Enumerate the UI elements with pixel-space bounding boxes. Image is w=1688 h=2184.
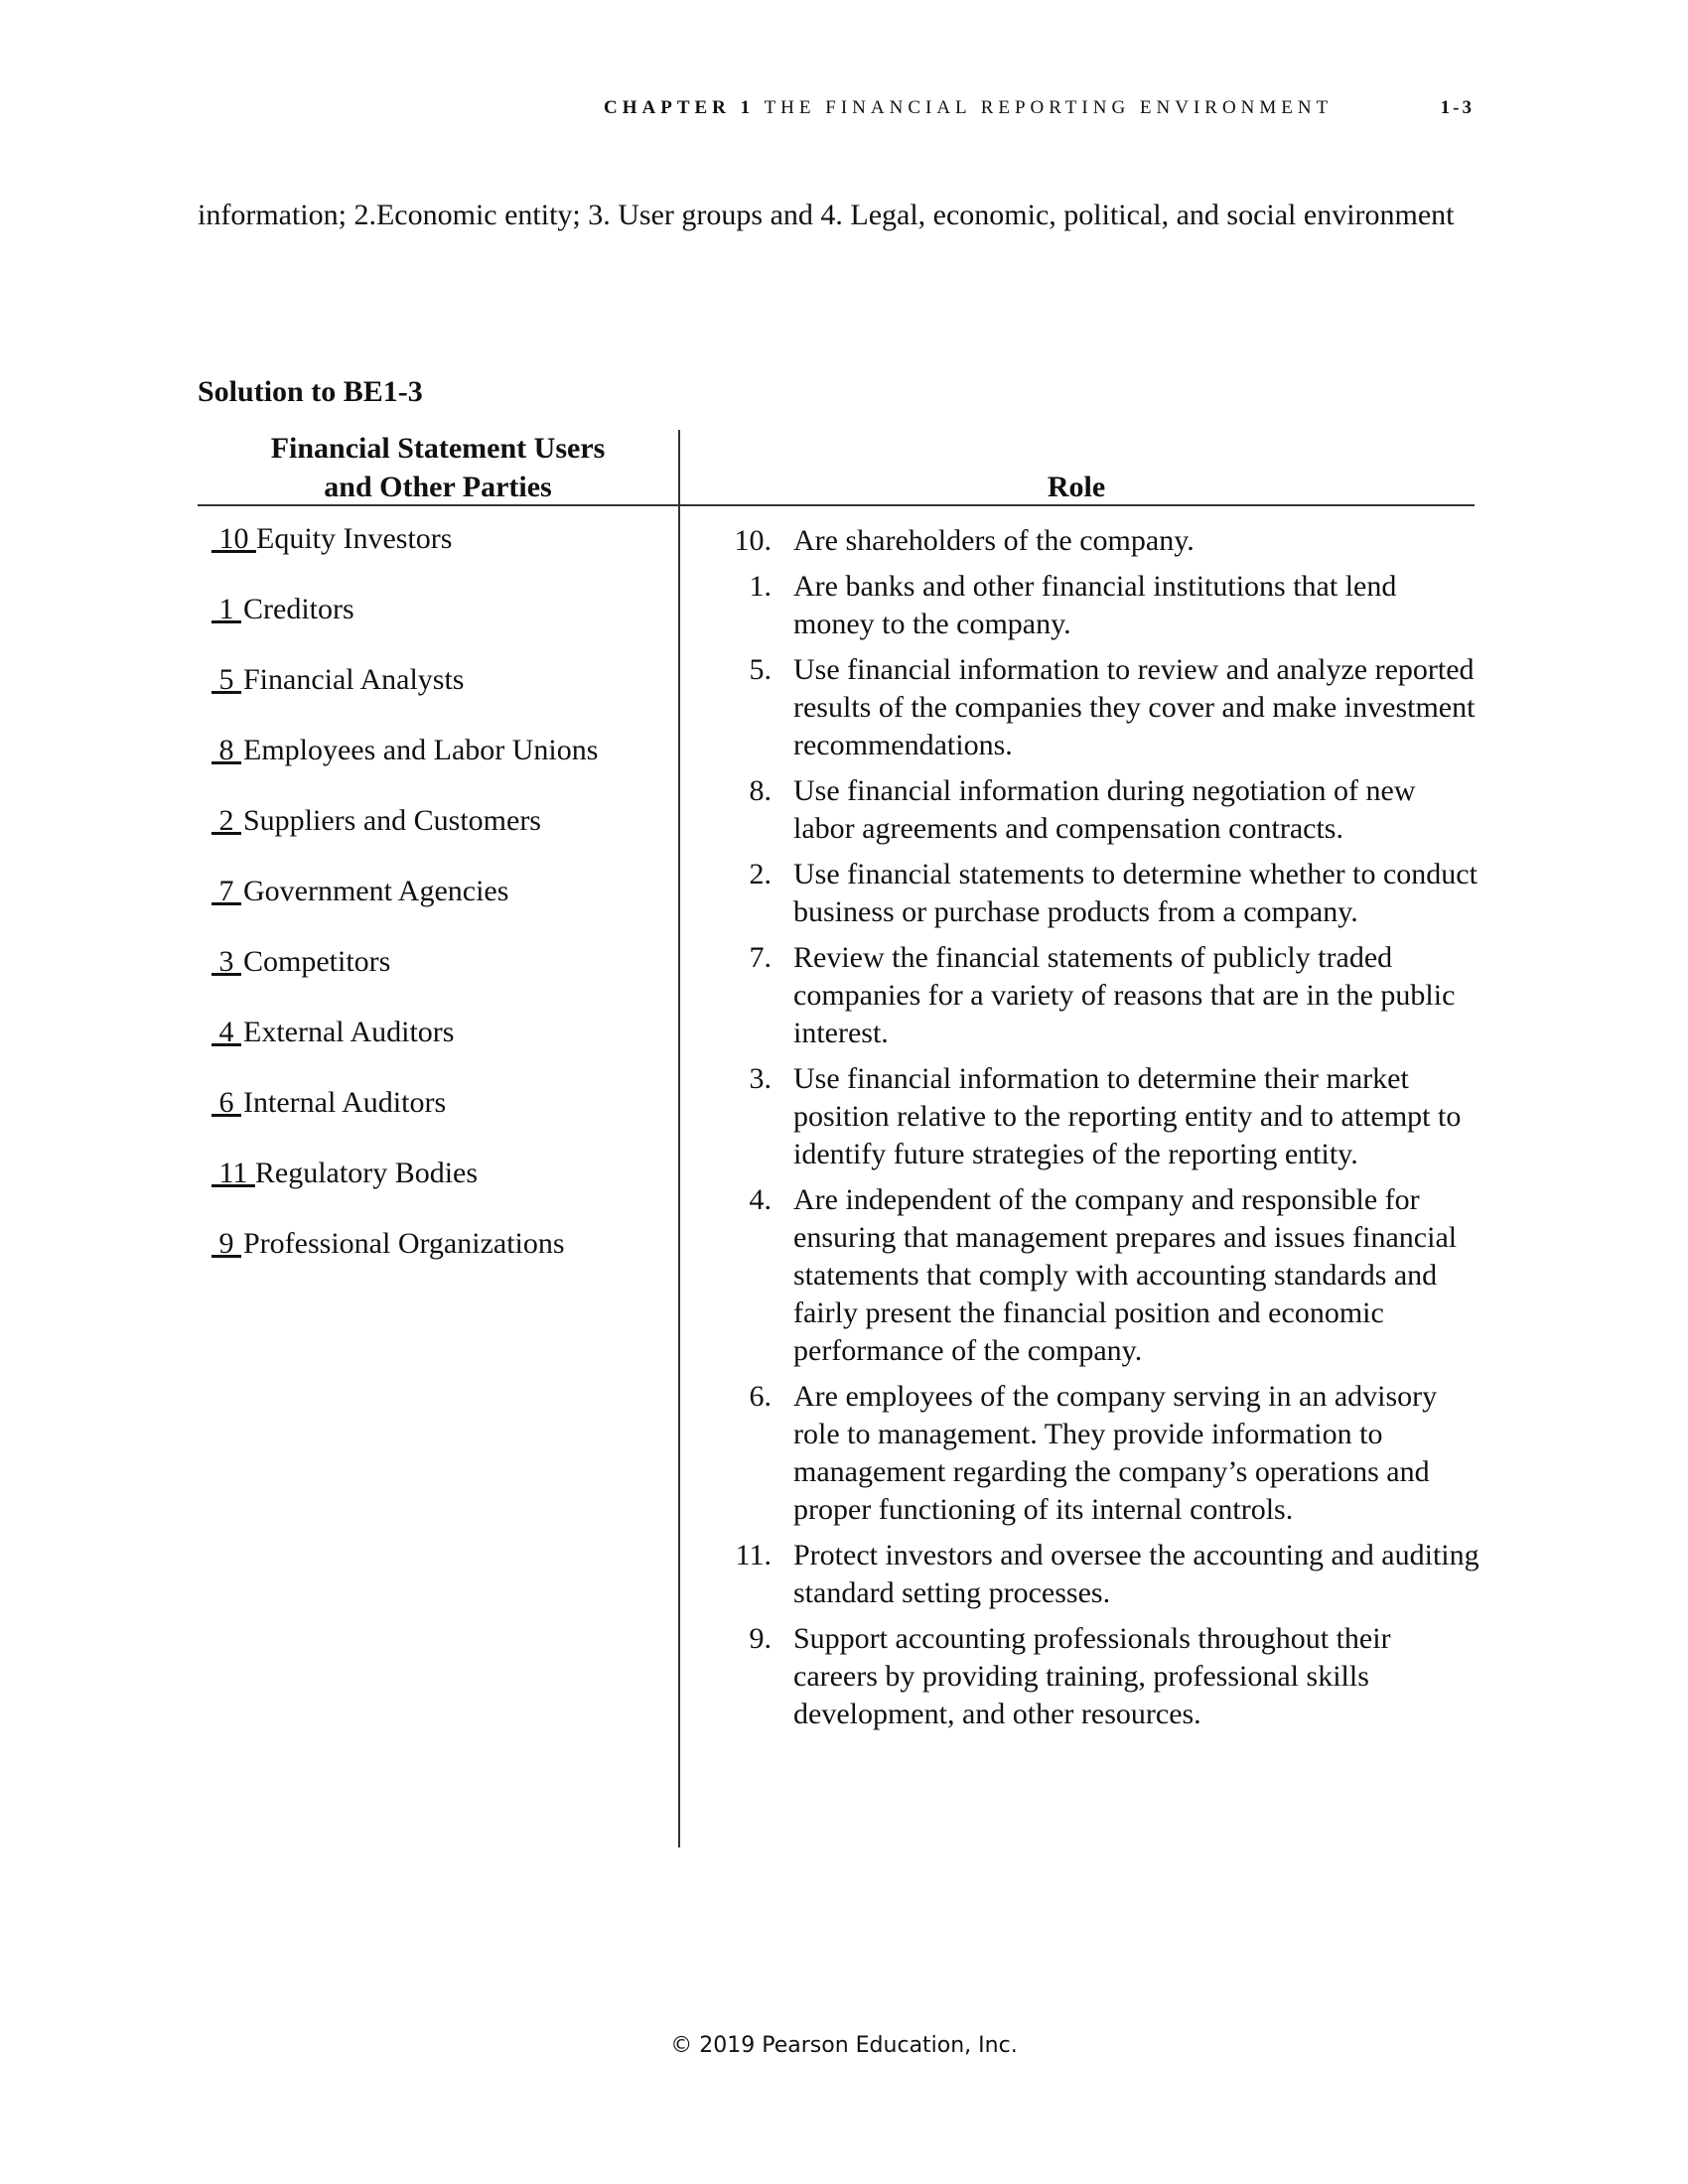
role-number: 11. xyxy=(735,1539,772,1571)
party-answer: 5 xyxy=(211,663,241,696)
column-divider xyxy=(678,430,680,1847)
role-number: 3. xyxy=(749,1062,772,1095)
role-text: Are banks and other financial institutions that lend money to the company. xyxy=(793,570,1397,640)
party-item xyxy=(211,802,598,873)
role-item xyxy=(695,1620,1479,1733)
party-item xyxy=(211,520,598,591)
role-item xyxy=(695,939,1479,1052)
role-text: Are shareholders of the company. xyxy=(793,524,1195,557)
party-item xyxy=(211,943,598,1014)
header-line: Financial Statement Users xyxy=(270,432,606,465)
role-number: 5. xyxy=(749,653,772,686)
party-item xyxy=(211,1225,598,1296)
header-rule xyxy=(198,504,1475,506)
role-text: Use financial information during negotiation of new labor agreements and compensation contracts. xyxy=(793,774,1416,845)
role-item xyxy=(695,1537,1479,1612)
role-text: Review the financial statements of publicly traded companies for a variety of reasons that are in the public interest. xyxy=(793,941,1456,1049)
party-name: Regulatory Bodies xyxy=(254,1157,479,1189)
party-answer: 7 xyxy=(211,875,241,907)
role-text: Use financial statements to determine whether to conduct business or purchase products from a company. xyxy=(793,858,1477,928)
party-name: Professional Organizations xyxy=(243,1227,565,1260)
party-answer: 1 xyxy=(211,593,241,625)
party-item xyxy=(211,661,598,732)
column-header-parties xyxy=(198,429,678,506)
party-answer: 3 xyxy=(211,945,241,978)
role-number: 7. xyxy=(749,941,772,974)
party-answer: 9 xyxy=(211,1227,241,1260)
party-answer: 11 xyxy=(211,1157,255,1189)
party-answer: 2 xyxy=(211,804,241,837)
role-text: Protect investors and oversee the accounting and auditing standard setting processes. xyxy=(793,1539,1479,1609)
role-number: 4. xyxy=(749,1183,772,1216)
party-name: External Auditors xyxy=(243,1016,455,1048)
role-text: Support accounting professionals throughout their careers by providing training, professional skills development, and other resources. xyxy=(793,1622,1391,1730)
role-item xyxy=(695,1378,1479,1529)
header-line: and Other Parties xyxy=(324,471,552,503)
party-name: Creditors xyxy=(243,593,354,625)
role-item xyxy=(695,568,1479,643)
role-text: Use financial information to review and analyze reported results of the companies they cover and make investment recommendations. xyxy=(793,653,1476,761)
party-item xyxy=(211,1155,598,1225)
role-item xyxy=(695,1181,1479,1370)
role-number: 2. xyxy=(749,858,772,890)
party-item xyxy=(211,873,598,943)
role-text: Are independent of the company and responsible for ensuring that management prepares and issues financial statements that comply with accounting standards and fairly present the financial position and economic performance of the company. xyxy=(793,1183,1458,1367)
role-text: Use financial information to determine their market position relative to the reporting entity and to attempt to identify future strategies of the reporting entity. xyxy=(793,1062,1462,1170)
parties-list xyxy=(211,520,598,1296)
party-name: Suppliers and Customers xyxy=(243,804,541,837)
role-text: Are employees of the company serving in an advisory role to management. They provide information to management regarding the company’s operations and proper functioning of its internal controls. xyxy=(793,1380,1438,1526)
solution-title: Solution to BE1-3 xyxy=(198,375,423,408)
party-item xyxy=(211,1014,598,1084)
page-number: 1-3 xyxy=(1440,97,1475,118)
role-item xyxy=(695,772,1479,848)
role-number: 8. xyxy=(749,774,772,807)
party-name: Financial Analysts xyxy=(243,663,465,696)
party-item xyxy=(211,732,598,802)
party-item xyxy=(211,591,598,661)
party-answer: 10 xyxy=(211,522,256,555)
role-number: 9. xyxy=(749,1622,772,1655)
chapter-label: CHAPTER 1 xyxy=(604,97,756,118)
column-header-role: Role xyxy=(1047,471,1106,503)
role-number: 10. xyxy=(734,524,772,557)
role-item xyxy=(695,856,1479,931)
party-answer: 4 xyxy=(211,1016,241,1048)
party-name: Employees and Labor Unions xyxy=(243,734,599,766)
intro-paragraph: information; 2.Economic entity; 3. User groups and 4. Legal, economic, political, and social environment xyxy=(198,199,1455,231)
role-item xyxy=(695,522,1479,560)
party-name: Competitors xyxy=(243,945,391,978)
party-name: Equity Investors xyxy=(256,522,453,555)
copyright-footer: © 2019 Pearson Education, Inc. xyxy=(670,2033,1018,2058)
roles-list xyxy=(695,522,1479,1741)
running-header xyxy=(604,97,1475,119)
party-name: Internal Auditors xyxy=(243,1086,447,1119)
party-answer: 8 xyxy=(211,734,241,766)
chapter-title: THE FINANCIAL REPORTING ENVIRONMENT xyxy=(764,97,1334,118)
role-number: 1. xyxy=(749,570,772,603)
party-answer: 6 xyxy=(211,1086,241,1119)
role-number: 6. xyxy=(749,1380,772,1413)
party-item xyxy=(211,1084,598,1155)
role-item xyxy=(695,651,1479,764)
party-name: Government Agencies xyxy=(243,875,509,907)
role-item xyxy=(695,1060,1479,1173)
